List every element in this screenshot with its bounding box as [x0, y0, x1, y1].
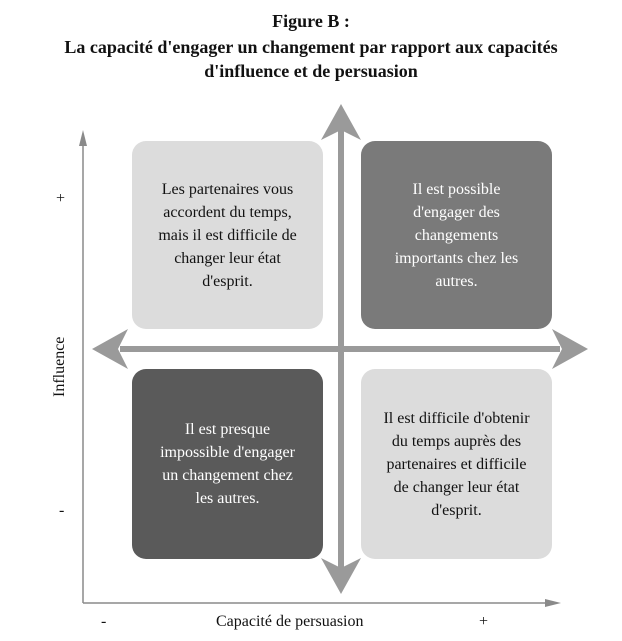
quadrant-top-left-text: Les partenaires vous accordent du temps, mais il est difficile de changer leur état d'esprit.	[158, 180, 297, 290]
quadrant-bottom-right-text: Il est difficile d'obtenir du temps auprès des partenaires et difficile de changer leur état d'esprit.	[383, 409, 530, 519]
quadrant-top-left	[132, 141, 323, 329]
y-axis-label: Influence	[51, 336, 68, 397]
center-horizontal-shaft	[120, 346, 560, 352]
y-axis-minus: -	[59, 502, 65, 519]
x-axis-plus: +	[479, 613, 489, 630]
figure-label: Figure B :	[272, 11, 350, 31]
quadrant-bottom-left	[132, 369, 323, 559]
x-axis-minus: -	[101, 613, 107, 630]
quadrant-bottom-left-text: Il est presque impossible d'engager un changement chez les autres.	[160, 421, 295, 507]
quadrant-top-right	[361, 141, 552, 329]
x-axis-label: Capacité de persuasion	[216, 613, 364, 630]
y-axis-plus: +	[56, 190, 66, 207]
figure-title-line-1: La capacité d'engager un changement par rapport aux capacités	[64, 37, 558, 57]
quadrant-bottom-right	[361, 369, 552, 559]
quadrant-top-right-text: Il est possible d'engager des changements importants chez les autres.	[394, 180, 519, 290]
outer-y-axis-arrowhead	[79, 130, 87, 146]
outer-x-axis-arrowhead	[545, 599, 561, 607]
figure-title-line-2: d'influence et de persuasion	[204, 61, 418, 81]
